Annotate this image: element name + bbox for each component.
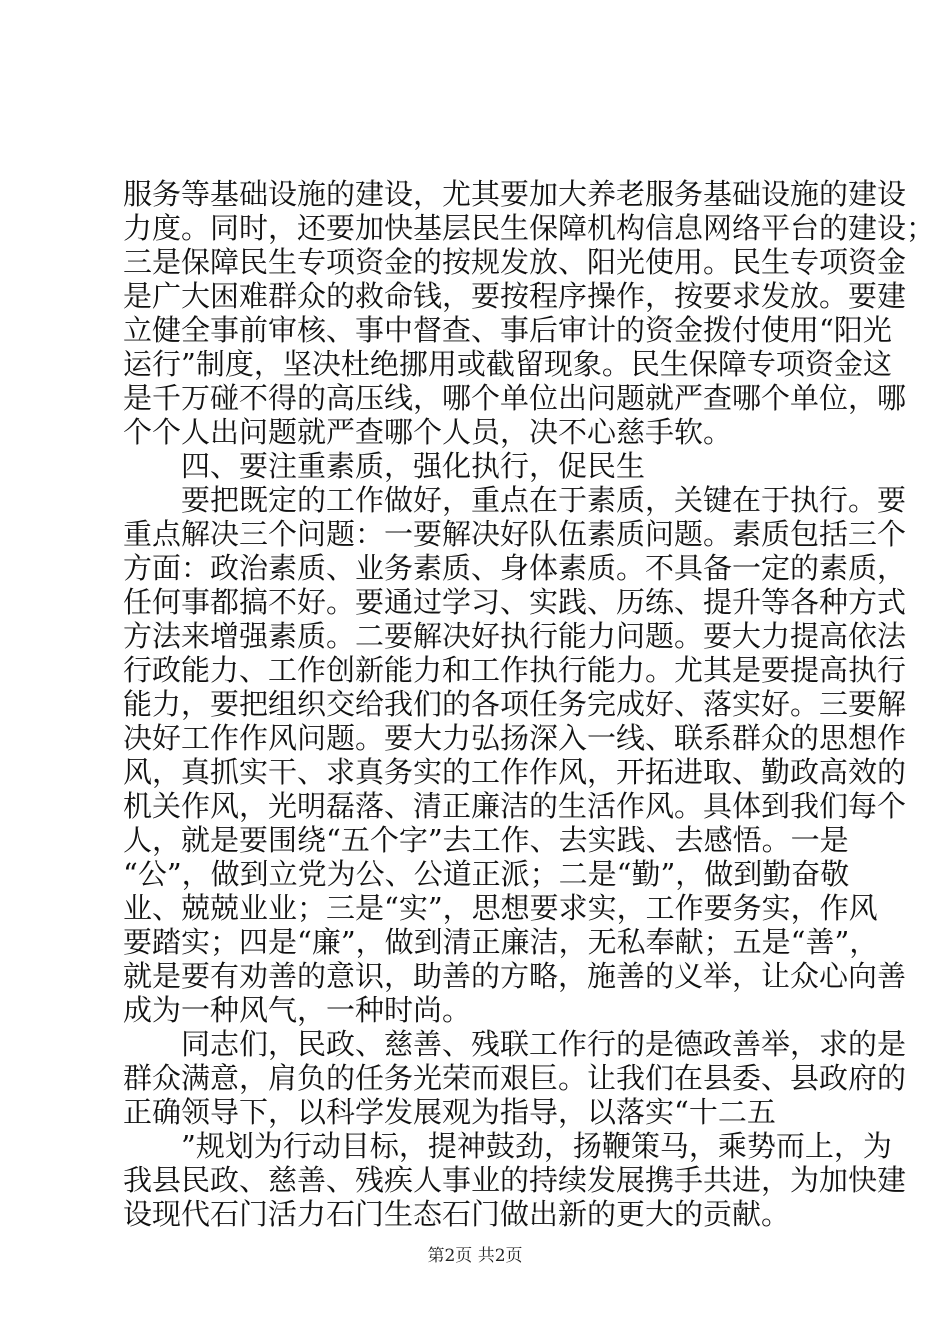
body-text-line: 方面：政治素质、业务素质、身体素质。不具备一定的素质， bbox=[123, 551, 907, 585]
body-text-line: 重点解决三个问题：一要解决好队伍素质问题。素质包括三个 bbox=[123, 517, 907, 551]
body-text-line: 要把既定的工作做好，重点在于素质，关键在于执行。要 bbox=[181, 483, 907, 517]
body-text-line: 是广大困难群众的救命钱，要按程序操作，按要求发放。要建 bbox=[123, 279, 907, 313]
body-text-line: 群众满意，肩负的任务光荣而艰巨。让我们在县委、县政府的 bbox=[123, 1061, 907, 1095]
body-text-line: 我县民政、慈善、残疾人事业的持续发展携手共进，为加快建 bbox=[123, 1163, 907, 1197]
body-text-line: 是千万碰不得的高压线，哪个单位出问题就严查哪个单位，哪 bbox=[123, 381, 907, 415]
page-number-footer: 第2页 共2页 bbox=[427, 1246, 523, 1266]
body-text-line: 行政能力、工作创新能力和工作执行能力。尤其是要提高执行 bbox=[123, 653, 907, 687]
body-text-line: 能力，要把组织交给我们的各项任务完成好、落实好。三要解 bbox=[123, 687, 907, 721]
body-text-line: 正确领导下，以科学发展观为指导，以落实“十二五 bbox=[123, 1095, 776, 1129]
body-text-line: 个个人出问题就严查哪个人员，决不心慈手软。 bbox=[123, 415, 733, 449]
body-text-line: 决好工作作风问题。要大力弘扬深入一线、联系群众的思想作 bbox=[123, 721, 907, 755]
body-text-line: 业、兢兢业业；三是“实”，思想要求实，工作要务实，作风 bbox=[123, 891, 878, 925]
body-text-line: 立健全事前审核、事中督查、事后审计的资金拨付使用“阳光 bbox=[123, 313, 892, 347]
body-text-line: 同志们，民政、慈善、残联工作行的是德政善举，求的是 bbox=[181, 1027, 907, 1061]
body-text-line: 服务等基础设施的建设，尤其要加大养老服务基础设施的建设 bbox=[123, 177, 907, 211]
body-text-line: 方法来增强素质。二要解决好执行能力问题。要大力提高依法 bbox=[123, 619, 907, 653]
body-text-line: “公”，做到立党为公、公道正派；二是“勤”，做到勤奋敬 bbox=[123, 857, 850, 891]
body-text-line: 就是要有劝善的意识，助善的方略，施善的义举，让众心向善 bbox=[123, 959, 907, 993]
section-heading: 四、要注重素质，强化执行，促民生 bbox=[181, 449, 646, 483]
body-text-line: 机关作风，光明磊落、清正廉洁的生活作风。具体到我们每个 bbox=[123, 789, 907, 823]
body-text-line: 三是保障民生专项资金的按规发放、阳光使用。民生专项资金 bbox=[123, 245, 907, 279]
body-text-line: 任何事都搞不好。要通过学习、实践、历练、提升等各种方式 bbox=[123, 585, 907, 619]
body-text-line: 人，就是要围绕“五个字”去工作、去实践、去感悟。一是 bbox=[123, 823, 849, 857]
body-text-line: 设现代石门活力石门生态石门做出新的更大的贡献。 bbox=[123, 1197, 791, 1231]
body-text-line: 力度。同时，还要加快基层民生保障机构信息网络平台的建设； bbox=[123, 211, 936, 245]
body-text-line: 成为一种风气，一种时尚。 bbox=[123, 993, 472, 1027]
body-text-line: 运行”制度，坚决杜绝挪用或截留现象。民生保障专项资金这 bbox=[123, 347, 892, 381]
body-text-line: 要踏实；四是“廉”，做到清正廉洁，无私奉献；五是“善”， bbox=[123, 925, 879, 959]
body-text-line: 风，真抓实干、求真务实的工作作风，开拓进取、勤政高效的 bbox=[123, 755, 907, 789]
body-text-line: ”规划为行动目标，提神鼓劲，扬鞭策马，乘势而上，为 bbox=[181, 1129, 892, 1163]
